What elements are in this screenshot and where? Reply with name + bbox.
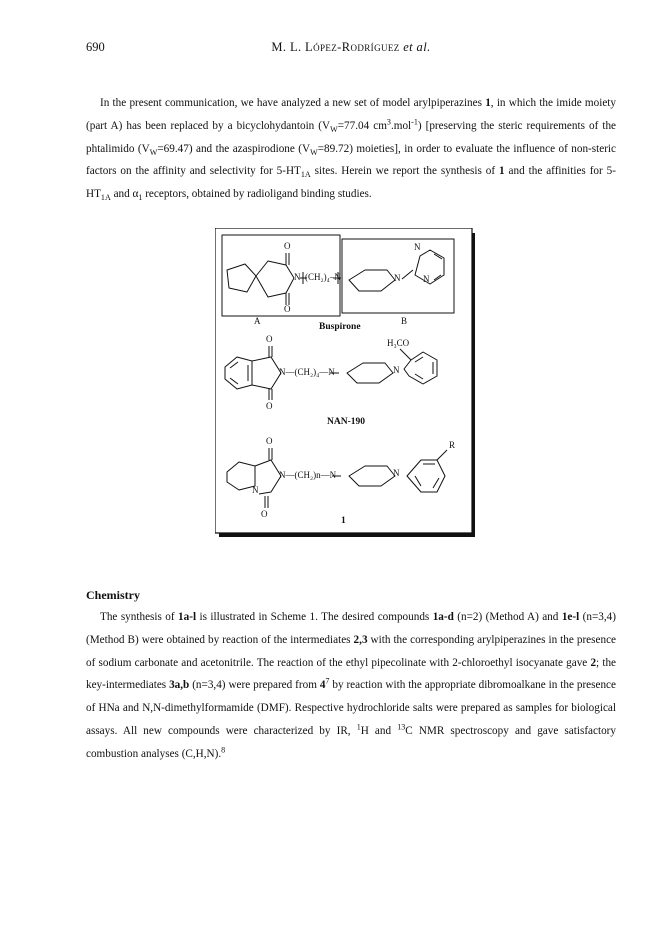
atom-o: O — [284, 241, 291, 251]
text-run: 1 — [138, 193, 143, 203]
text-run: =69.47) and the azaspirodione (V — [157, 142, 311, 155]
atom-n: N — [423, 274, 430, 284]
section-heading: Chemistry — [86, 588, 140, 602]
text-run: 1 — [499, 165, 505, 178]
atom-n: N — [252, 485, 259, 495]
atom-o: O — [266, 334, 273, 344]
text-run: (n=3,4) (Method B) were obtained by reaction of the intermediates — [86, 611, 616, 646]
text-run: , in which the imide moiety (part A) has been replaced by a bicyclohydantoin (V — [86, 97, 616, 132]
text-run: .mol — [390, 119, 412, 132]
text-run: W — [310, 147, 318, 157]
text-run: The synthesis of — [100, 611, 179, 623]
text-run: by reaction with the appropriate dibromoalkane in the presence of HNa and N,N-dimethylformamide (DMF). Respective hydrochloride salts were prepared as samples for biological assays. All new compounds were characterized by IR, — [86, 679, 616, 737]
text-run: =89.72) moieties], in order to evaluate the influence of non-steric factors on the affinity and selectivity for 5-HT — [86, 142, 617, 178]
author-surname: López-Rodríguez — [305, 40, 400, 54]
text-run: 4 — [319, 679, 326, 692]
atom-n: N — [414, 242, 421, 252]
text-run: (n=3,4) were prepared from — [189, 679, 320, 692]
text-run: =77.04 cm — [337, 119, 387, 132]
text-run: C NMR spectroscopy and gave satisfactory combustion analyses (C,H,N). — [86, 724, 617, 760]
text-run: ) [preserving the steric requirements of the phtalimido (V — [86, 119, 617, 155]
atom-o: O — [261, 509, 268, 519]
text-run: H and — [360, 724, 398, 737]
text-run: 8 — [221, 745, 226, 755]
text-run: 1A — [100, 193, 111, 203]
text-run: is illustrated in Scheme 1. The desired compounds — [196, 611, 433, 623]
text-run: with the corresponding arylpiperazines in the presence of sodium carbonate and acetonitrile. The reaction of the ethyl pipecolinate with 2-chloroethyl isocyanate gave — [86, 633, 616, 669]
nan190-label: NAN-190 — [327, 417, 365, 427]
text-run: (n=2) (Method A) and — [453, 611, 562, 623]
text-run: ; the key-intermediates — [86, 656, 617, 692]
nan190-chain: N—(CH₂)₄—N — [279, 367, 335, 377]
structures-figure — [215, 228, 475, 537]
part-b-label: B — [401, 316, 408, 326]
chemistry-paragraph — [86, 606, 616, 766]
atom-n: N — [394, 273, 401, 283]
text-run: 13 — [397, 722, 406, 732]
text-run: In the present communication, we have analyzed a new set of model arylpiperazines — [100, 97, 486, 109]
text-run: 2 — [590, 656, 597, 669]
text-run: 3a,b — [169, 679, 190, 692]
text-run: W — [149, 147, 158, 157]
text-run: 1e-l — [561, 611, 580, 623]
atom-o: O — [266, 436, 273, 446]
cmpd1-chain: N—(CH₂)n—N — [279, 470, 337, 480]
text-run: and the affinities for 5-HT — [86, 165, 616, 201]
part-a-label: A — [254, 316, 261, 326]
buspirone-label: Buspirone — [319, 322, 361, 332]
methoxy-label: H₃CO — [387, 338, 410, 348]
atom-n: N — [393, 365, 400, 375]
text-run: receptors, obtained by radioligand binding studies. — [142, 188, 372, 201]
text-run: -1 — [411, 117, 418, 127]
text-run: 3 — [386, 117, 391, 127]
text-run: 7 — [325, 676, 330, 686]
text-run: 2,3 — [353, 633, 368, 646]
text-run: W — [330, 125, 338, 135]
atom-o: O — [266, 401, 273, 411]
r-label: R — [449, 440, 456, 450]
text-run: 1a-d — [432, 611, 454, 623]
text-run: 1 — [485, 97, 491, 109]
atom-n: N — [393, 468, 400, 478]
atom-o: O — [284, 304, 291, 314]
text-run: sites. Herein we report the synthesis of — [310, 165, 500, 178]
buspirone-chain: N–(CH₂)₄–N — [294, 272, 341, 282]
text-run: 1 — [356, 722, 361, 732]
compound-1-label: 1 — [341, 516, 346, 526]
page-number: 690 — [86, 40, 105, 54]
running-title: M. L. López-Rodríguez et al. — [271, 40, 431, 54]
text-run: 1A — [300, 170, 311, 180]
text-run: 1a-l — [178, 611, 197, 623]
intro-paragraph — [86, 92, 616, 206]
text-run: and α — [110, 188, 139, 201]
